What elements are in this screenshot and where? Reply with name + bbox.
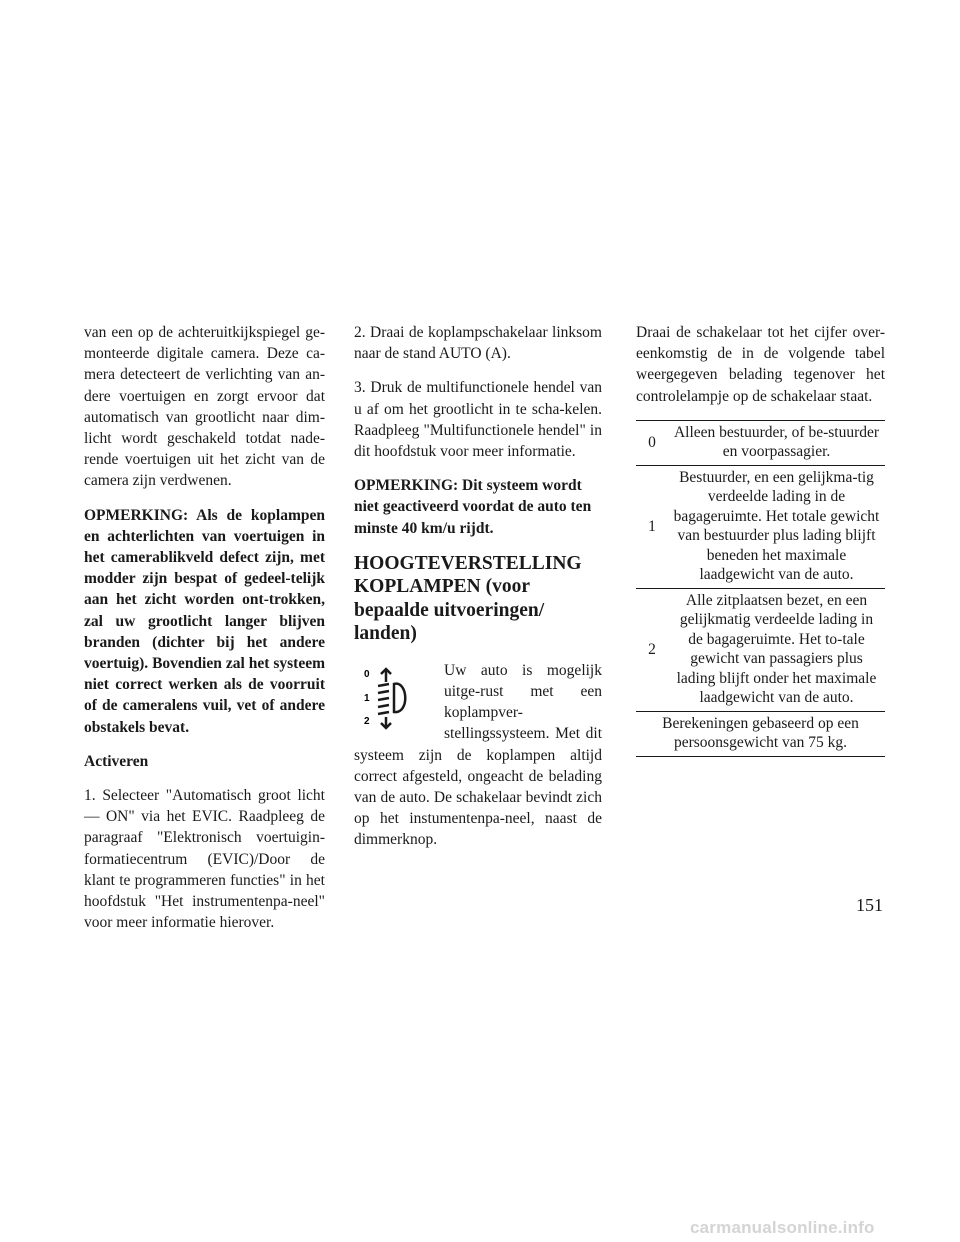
description-cell: Bestuurder, en een gelijkma-tig verdeelde lading in de bagageruimte. Het totale gewicht van bestuurder plus lading blijft beneden het maximale laadgewicht van de auto. (668, 465, 885, 588)
icon-label-0: 0 (364, 668, 370, 680)
load-settings-table (636, 420, 885, 757)
leveling-icon-paragraph (354, 660, 602, 851)
column-middle (354, 322, 602, 864)
step-1-paragraph: 1. Selecteer "Automatisch groot licht — ON" via het EVIC. Raadpleeg de paragraaf "Elektronisch voertuigin-formatiecentrum (EVIC)/Door de klant te programmeren functies" in het hoofdstuk "Het instrumentenpa-neel" voor meer informatie hierover. (84, 787, 325, 932)
speed-note: OPMERKING: Dit systeem wordt niet geactiveerd voordat de auto ten minste 40 km/u rijdt. (354, 477, 592, 537)
setting-cell: 0 (636, 420, 668, 465)
table-row (636, 588, 885, 711)
watermark: carmanualsonline.info (690, 1218, 875, 1237)
table-intro-paragraph: Draai de schakelaar tot het cijfer over-eenkomstig de in de volgende tabel weergegeven belading tegenover het controlelampje op de schakelaar staat. (636, 324, 885, 405)
activate-heading: Activeren (84, 752, 149, 770)
page-number: 151 (856, 895, 883, 915)
table-footnote-row (636, 711, 885, 756)
icon-label-2: 2 (364, 715, 370, 727)
headlight-leveling-icon (354, 660, 444, 744)
section-heading-headlight-leveling: HOOGTEVERSTELLING KOPLAMPEN (voor bepaalde uitvoeringen/ landen) (354, 552, 582, 645)
step-2-paragraph: 2. Draai de koplampschakelaar linksom naar de stand AUTO (A). (354, 324, 602, 363)
headlight-leveling-icon-graphic (354, 660, 444, 744)
table-row (636, 420, 885, 465)
description-cell: Alleen bestuurder, of be-stuurder en voorpassagier. (668, 420, 885, 465)
column-left (84, 322, 325, 946)
leveling-paragraph: Uw auto is mogelijk uitge-rust met een koplampver-stellingssysteem. Met dit systeem zijn de koplampen altijd correct afgesteld, ongeacht de belading van de auto. De schakelaar bevindt zich op het instumentenpa-neel, naast de dimmerknop. (354, 661, 602, 849)
setting-cell: 1 (636, 465, 668, 588)
camera-paragraph: van een op de achteruitkijkspiegel ge-monteerde digitale camera. Deze ca-mera detecteert de verlichting van an-dere voertuigen en zorgt ervoor dat automatisch van grootlicht naar dim-licht wordt geschakeld totdat nade-rende voertuigen uit het zicht van de camera zijn verdwenen. (84, 324, 325, 490)
camera-warning-note: OPMERKING: Als de koplampen en achterlichten van voertuigen in het camerablikveld defect zijn, met modder zijn bespat of gedeel-telijk aan het zicht worden ont-trokken, zal uw grootlicht langer blijven branden (dichter bij het andere voertuig). Bovendien zal het systeem niet correct werken als de voorruit of de cameralens vuil, vet of andere obstakels bevat. (84, 506, 325, 736)
icon-label-1: 1 (364, 692, 370, 704)
table-footnote: Berekeningen gebaseerd op een persoonsgewicht van 75 kg. (636, 711, 885, 756)
table-row (636, 465, 885, 588)
step-3-paragraph: 3. Druk de multifunctionele hendel van u af om het grootlicht in te scha-kelen. Raadpleeg "Multifunctionele hendel" in dit hoofdstuk voor meer informatie. (354, 379, 602, 461)
setting-cell: 2 (636, 588, 668, 711)
description-cell: Alle zitplaatsen bezet, en een gelijkmatig verdeelde lading in de bagageruimte. Het to-tale gewicht van passagiers plus lading blijft onder het maximale laadgewicht van de auto. (668, 588, 885, 711)
column-right (636, 322, 885, 757)
